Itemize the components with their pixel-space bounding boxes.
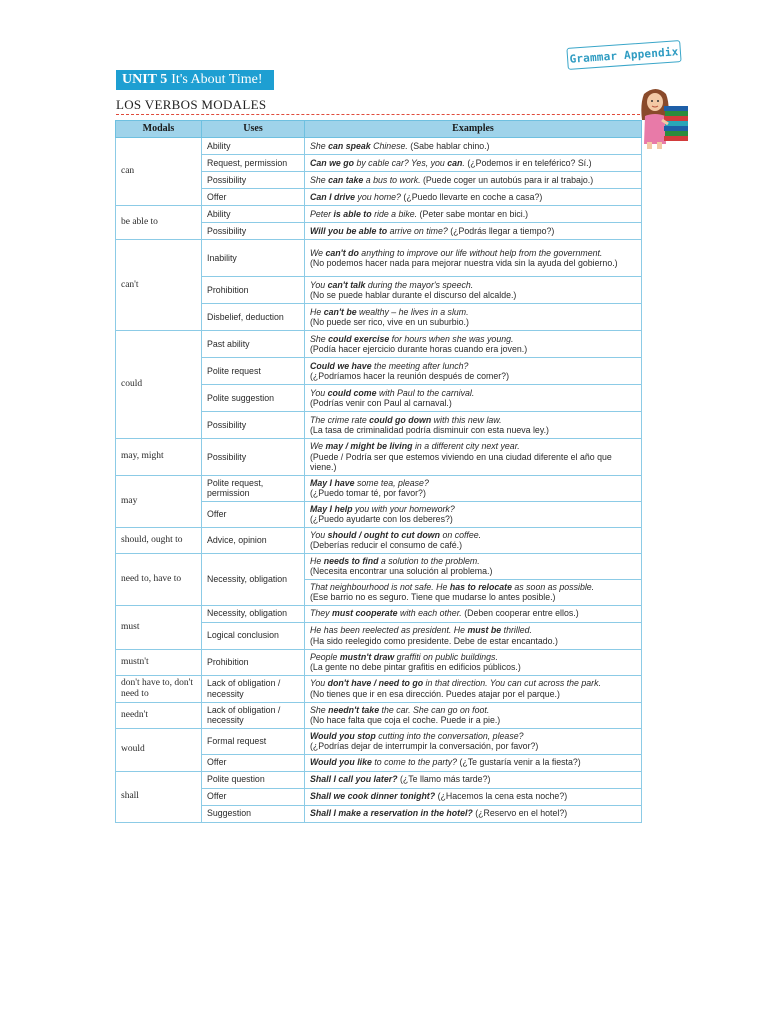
example-text: You xyxy=(310,279,328,290)
example-spanish: (No tienes que ir en esa dirección. Puedes atajar por el parque.) xyxy=(310,688,560,699)
example-entry xyxy=(310,678,636,699)
example-spanish: (¿Hacemos la cena esta noche?) xyxy=(435,791,568,802)
example-cell xyxy=(305,805,642,822)
use-cell: Offer xyxy=(202,501,305,527)
example-text: thrilled. xyxy=(501,625,533,635)
example-spanish: (¿Podrías dejar de interrumpir la conversación, por favor?) xyxy=(310,741,539,751)
use-cell: Possibility xyxy=(202,439,305,476)
example-modal-phrase: Could we have xyxy=(310,360,372,371)
example-entry xyxy=(310,209,636,220)
example-english xyxy=(310,192,401,202)
modal-cell: can xyxy=(116,138,202,206)
example-modal-phrase: has to relocate xyxy=(449,581,512,592)
use-cell: Necessity, obligation xyxy=(202,605,305,622)
example-text: That neighbourhood is not safe. He xyxy=(310,581,450,592)
example-text: You xyxy=(310,529,328,540)
example-cell xyxy=(305,189,642,206)
modal-cell: needn't xyxy=(116,702,202,728)
example-modal-phrase: can take xyxy=(328,174,364,185)
table-row xyxy=(116,331,642,358)
use-cell: Prohibition xyxy=(202,649,305,675)
example-spanish: (Ha sido reelegido como presidente. Debe de estar encantado.) xyxy=(310,635,558,646)
table-row xyxy=(116,728,642,754)
example-text: She xyxy=(310,174,329,185)
example-entry xyxy=(310,388,636,409)
example-modal-phrase: is able to xyxy=(333,208,372,219)
example-cell xyxy=(305,172,642,189)
example-entry xyxy=(310,478,636,499)
example-english xyxy=(310,504,455,514)
example-modal-phrase: Would you like xyxy=(310,757,372,768)
example-entry xyxy=(310,441,636,473)
example-cell xyxy=(305,788,642,805)
example-english xyxy=(310,388,474,398)
use-cell: Possibility xyxy=(202,412,305,439)
example-entry xyxy=(310,248,636,269)
use-cell: Necessity, obligation xyxy=(202,553,305,605)
example-text: in that direction. You can cut across the park. xyxy=(423,678,601,688)
table-header-row xyxy=(116,121,642,138)
example-cell xyxy=(305,728,642,754)
example-english xyxy=(310,705,489,715)
example-modal-phrase: don't have / need to go xyxy=(327,678,424,688)
header-uses: Uses xyxy=(202,121,305,138)
example-spanish: (No se puede hablar durante el discurso del alcalde.) xyxy=(310,290,517,300)
example-spanish: (Podía hacer ejercicio durante horas cuando era joven.) xyxy=(310,344,528,354)
example-english xyxy=(310,582,594,592)
example-text: ride a bike. xyxy=(371,208,418,219)
example-entry xyxy=(310,175,636,186)
example-text: anything to improve our life without help from the government. xyxy=(358,247,603,258)
section-title: LOS VERBOS MODALES xyxy=(116,97,267,112)
unit-banner xyxy=(116,70,274,90)
example-text: graffiti on public buildings. xyxy=(394,651,498,662)
example-text: wealthy – he lives in a slum. xyxy=(356,306,469,317)
example-entry xyxy=(310,530,636,551)
example-text: the car. She can go on foot. xyxy=(379,704,490,715)
use-cell: Offer xyxy=(202,189,305,206)
modal-cell: may, might xyxy=(116,439,202,476)
example-modal-phrase: May I help xyxy=(310,503,353,514)
example-text: with each other. xyxy=(397,608,462,619)
example-modal-phrase: must be xyxy=(467,625,502,635)
example-text: as soon as possible. xyxy=(511,581,595,592)
table-row xyxy=(116,439,642,476)
example-english xyxy=(310,556,480,566)
example-modal-phrase: should / ought to cut down xyxy=(327,529,441,540)
grammar-appendix-tag xyxy=(566,40,681,70)
example-text: We xyxy=(310,247,326,258)
example-spanish: (Deben cooperar entre ellos.) xyxy=(461,608,579,619)
example-modal-phrase: Can we go xyxy=(310,157,354,168)
example-spanish: (Necesita encontrar una solución al problema.) xyxy=(310,566,493,576)
example-text: We xyxy=(310,441,326,451)
modal-cell: would xyxy=(116,728,202,771)
example-text: He xyxy=(310,555,324,566)
example-text: arrive on time? xyxy=(387,225,448,236)
example-cell xyxy=(305,385,642,412)
example-entry xyxy=(310,334,636,355)
example-text: He xyxy=(310,306,324,317)
example-text: during the mayor's speech. xyxy=(365,279,474,290)
example-cell xyxy=(305,771,642,788)
use-cell: Ability xyxy=(202,206,305,223)
modal-cell: be able to xyxy=(116,206,202,240)
table-row xyxy=(116,206,642,223)
example-english xyxy=(310,175,421,185)
example-text: to come to the party? xyxy=(371,757,458,768)
example-entry xyxy=(310,226,636,237)
example-entry xyxy=(310,280,636,301)
modal-cell: need to, have to xyxy=(116,553,202,605)
example-english xyxy=(310,334,513,344)
example-text: . xyxy=(462,157,465,168)
example-modal-phrase: Shall I make a reservation in the hotel? xyxy=(310,808,473,819)
example-text: You xyxy=(310,678,328,688)
example-spanish: (No hace falta que coja el coche. Puede ir a pie.) xyxy=(310,715,501,725)
unit-title: It's About Time! xyxy=(171,72,263,87)
example-modal-phrase: Would you stop xyxy=(310,730,376,741)
modal-cell: should, ought to xyxy=(116,527,202,553)
example-text: They xyxy=(310,608,333,619)
example-entry xyxy=(310,625,636,646)
example-english xyxy=(310,625,532,635)
example-cell xyxy=(305,622,642,649)
example-text: on coffee. xyxy=(440,529,482,540)
example-text: a bus to work. xyxy=(363,174,421,185)
example-cell xyxy=(305,649,642,675)
table-body xyxy=(116,138,642,823)
example-entry xyxy=(310,158,636,169)
example-modal-phrase: could come xyxy=(327,387,377,398)
example-entry xyxy=(310,192,636,203)
example-english xyxy=(310,226,448,236)
example-entry xyxy=(310,415,636,436)
example-english xyxy=(310,791,435,801)
example-text: for hours when she was young. xyxy=(389,333,514,344)
example-spanish: (¿Puedo ayudarte con los deberes?) xyxy=(310,514,453,524)
example-spanish: (No podemos hacer nada para mejorar nuestra vida sin la ayuda del gobierno.) xyxy=(310,258,618,268)
example-spanish: (Ese barrio no es seguro. Tiene que mudarse lo antes posible.) xyxy=(310,592,556,602)
example-modal-phrase: May I have xyxy=(310,477,355,488)
table-row xyxy=(116,702,642,728)
modal-cell: mustn't xyxy=(116,649,202,675)
example-modal-phrase: must cooperate xyxy=(332,608,398,619)
table-row xyxy=(116,605,642,622)
example-spanish: (¿Podrás llegar a tiempo?) xyxy=(447,225,555,236)
modal-verbs-table xyxy=(115,120,642,823)
example-entry xyxy=(310,774,636,785)
example-modal-phrase: can't talk xyxy=(327,279,366,290)
header-examples: Examples xyxy=(305,121,642,138)
example-cell xyxy=(305,754,642,771)
example-english xyxy=(310,158,465,168)
example-modal-phrase: Shall we cook dinner tonight? xyxy=(310,791,436,802)
example-spanish: (No puede ser rico, vive en un suburbio.) xyxy=(310,317,469,327)
use-cell: Suggestion xyxy=(202,805,305,822)
example-english xyxy=(310,608,462,618)
use-cell: Request, permission xyxy=(202,155,305,172)
example-cell xyxy=(305,412,642,439)
table-row xyxy=(116,527,642,553)
use-cell: Offer xyxy=(202,788,305,805)
example-spanish: (¿Podríamos hacer la reunión después de comer?) xyxy=(310,371,510,381)
use-cell: Possibility xyxy=(202,223,305,240)
example-modal-phrase: can't do xyxy=(325,247,359,258)
example-entry xyxy=(310,504,636,525)
example-text: She xyxy=(310,333,329,344)
table-row xyxy=(116,649,642,675)
use-cell: Possibility xyxy=(202,172,305,189)
example-spanish: (¿Puedo llevarte en coche a casa?) xyxy=(400,191,543,202)
example-spanish: (Peter sabe montar en bici.) xyxy=(417,208,529,219)
use-cell: Lack of obligation / necessity xyxy=(202,702,305,728)
use-cell: Offer xyxy=(202,754,305,771)
example-english xyxy=(310,652,498,662)
avatar-with-books-illustration xyxy=(634,86,690,150)
example-modal-phrase: needn't take xyxy=(328,704,380,715)
modal-cell: must xyxy=(116,605,202,649)
example-entry xyxy=(310,582,636,603)
example-cell xyxy=(305,358,642,385)
table-row xyxy=(116,475,642,501)
table-row xyxy=(116,771,642,788)
example-entry xyxy=(310,361,636,382)
example-cell xyxy=(305,223,642,240)
example-cell xyxy=(305,206,642,223)
example-entry xyxy=(310,705,636,726)
example-english xyxy=(310,307,469,317)
example-spanish: (La tasa de criminalidad podría disminuir con esta nueva ley.) xyxy=(310,425,549,435)
example-english xyxy=(310,808,473,818)
example-cell xyxy=(305,277,642,304)
example-english xyxy=(310,774,398,784)
use-cell: Formal request xyxy=(202,728,305,754)
use-cell: Advice, opinion xyxy=(202,527,305,553)
example-english xyxy=(310,361,468,371)
example-modal-phrase: Shall I call you later? xyxy=(310,774,398,785)
use-cell: Past ability xyxy=(202,331,305,358)
example-text: You xyxy=(310,387,328,398)
example-modal-phrase: may / might be living xyxy=(325,441,413,451)
example-modal-phrase: needs to find xyxy=(323,555,379,566)
example-text: in a different city next year. xyxy=(412,441,520,451)
example-text: you with your homework? xyxy=(352,503,455,514)
example-text: with this new law. xyxy=(431,414,502,425)
example-cell xyxy=(305,240,642,277)
example-spanish: (¿Reservo en el hotel?) xyxy=(472,808,568,819)
example-cell xyxy=(305,553,642,605)
modal-cell: may xyxy=(116,475,202,527)
example-modal-phrase: could exercise xyxy=(328,333,390,344)
example-text: People xyxy=(310,651,340,662)
example-cell xyxy=(305,675,642,702)
example-modal-phrase: can speak xyxy=(328,140,371,151)
example-modal-phrase: can xyxy=(447,157,463,168)
example-entry xyxy=(310,141,636,152)
example-modal-phrase: mustn't draw xyxy=(339,651,395,662)
use-cell: Polite request xyxy=(202,358,305,385)
section-divider xyxy=(116,114,640,115)
table-row xyxy=(116,240,642,277)
example-cell xyxy=(305,155,642,172)
use-cell: Disbelief, deduction xyxy=(202,304,305,331)
example-modal-phrase: Will you be able to xyxy=(310,225,388,236)
use-cell: Lack of obligation / necessity xyxy=(202,675,305,702)
example-text: He has been reelected as president. He xyxy=(310,625,468,635)
example-spanish: (Puede coger un autobús para ir al trabajo.) xyxy=(420,174,594,185)
example-modal-phrase: can't be xyxy=(323,306,357,317)
use-cell: Polite question xyxy=(202,771,305,788)
example-english xyxy=(310,731,524,741)
example-english xyxy=(310,530,481,540)
use-cell: Logical conclusion xyxy=(202,622,305,649)
example-english xyxy=(310,141,408,151)
example-cell xyxy=(305,702,642,728)
use-cell: Inability xyxy=(202,240,305,277)
example-entry xyxy=(310,652,636,673)
example-cell xyxy=(305,527,642,553)
example-cell xyxy=(305,304,642,331)
example-english xyxy=(310,478,429,488)
use-cell: Polite suggestion xyxy=(202,385,305,412)
example-text: cutting into the conversation, please? xyxy=(375,730,524,741)
example-entry xyxy=(310,307,636,328)
example-cell xyxy=(305,605,642,622)
example-divider xyxy=(305,579,641,580)
example-english xyxy=(310,280,473,290)
example-text: you home? xyxy=(354,191,401,202)
modal-cell: shall xyxy=(116,771,202,822)
example-spanish: (¿Puedo tomar té, por favor?) xyxy=(310,488,426,498)
example-entry xyxy=(310,731,636,752)
example-entry xyxy=(310,757,636,768)
modal-cell: could xyxy=(116,331,202,439)
example-spanish: (Deberías reducir el consumo de café.) xyxy=(310,540,463,550)
example-english xyxy=(310,209,417,219)
example-text: some tea, please? xyxy=(354,477,429,488)
example-text: Peter xyxy=(310,208,334,219)
example-cell xyxy=(305,138,642,155)
example-text: a solution to the problem. xyxy=(378,555,480,566)
example-english xyxy=(310,248,602,258)
example-spanish: (Podrías venir con Paul al carnaval.) xyxy=(310,398,452,408)
example-english xyxy=(310,757,457,767)
example-text: She xyxy=(310,140,329,151)
table-row xyxy=(116,138,642,155)
example-spanish: (Puede / Podría ser que estemos viviendo en una ciudad diferente el año que viene.) xyxy=(310,451,612,472)
example-cell xyxy=(305,501,642,527)
example-cell xyxy=(305,439,642,476)
modal-cell: don't have to, don't need to xyxy=(116,675,202,702)
unit-label: UNIT 5 xyxy=(122,72,168,87)
example-spanish: (¿Te llamo más tarde?) xyxy=(397,774,491,785)
use-cell: Prohibition xyxy=(202,277,305,304)
example-cell xyxy=(305,475,642,501)
example-text: She xyxy=(310,704,329,715)
example-cell xyxy=(305,331,642,358)
example-text: The crime rate xyxy=(310,414,370,425)
example-text: the meeting after lunch? xyxy=(371,360,469,371)
table-row xyxy=(116,675,642,702)
example-english xyxy=(310,415,502,425)
example-spanish: (¿Podemos ir en teleférico? Sí.) xyxy=(464,157,592,168)
example-entry xyxy=(310,808,636,819)
modal-cell: can't xyxy=(116,240,202,331)
example-entry xyxy=(310,608,636,619)
table-row xyxy=(116,553,642,605)
use-cell: Ability xyxy=(202,138,305,155)
example-spanish: (Sabe hablar chino.) xyxy=(407,140,490,151)
header-modals: Modals xyxy=(116,121,202,138)
example-english xyxy=(310,678,601,688)
example-spanish: (La gente no debe pintar grafitis en edificios públicos.) xyxy=(310,662,521,672)
example-text: Chinese. xyxy=(370,140,408,151)
example-entry xyxy=(310,556,636,577)
example-text: with Paul to the carnival. xyxy=(376,387,475,398)
example-english xyxy=(310,441,520,451)
example-modal-phrase: could go down xyxy=(369,414,432,425)
example-modal-phrase: Can I drive xyxy=(310,191,355,202)
grammar-appendix-label: Grammar Appendix xyxy=(569,44,679,66)
use-cell: Polite request, permission xyxy=(202,475,305,501)
example-spanish: (¿Te gustaría venir a la fiesta?) xyxy=(457,757,581,768)
example-text: by cable car? Yes, you xyxy=(354,157,448,168)
example-entry xyxy=(310,791,636,802)
